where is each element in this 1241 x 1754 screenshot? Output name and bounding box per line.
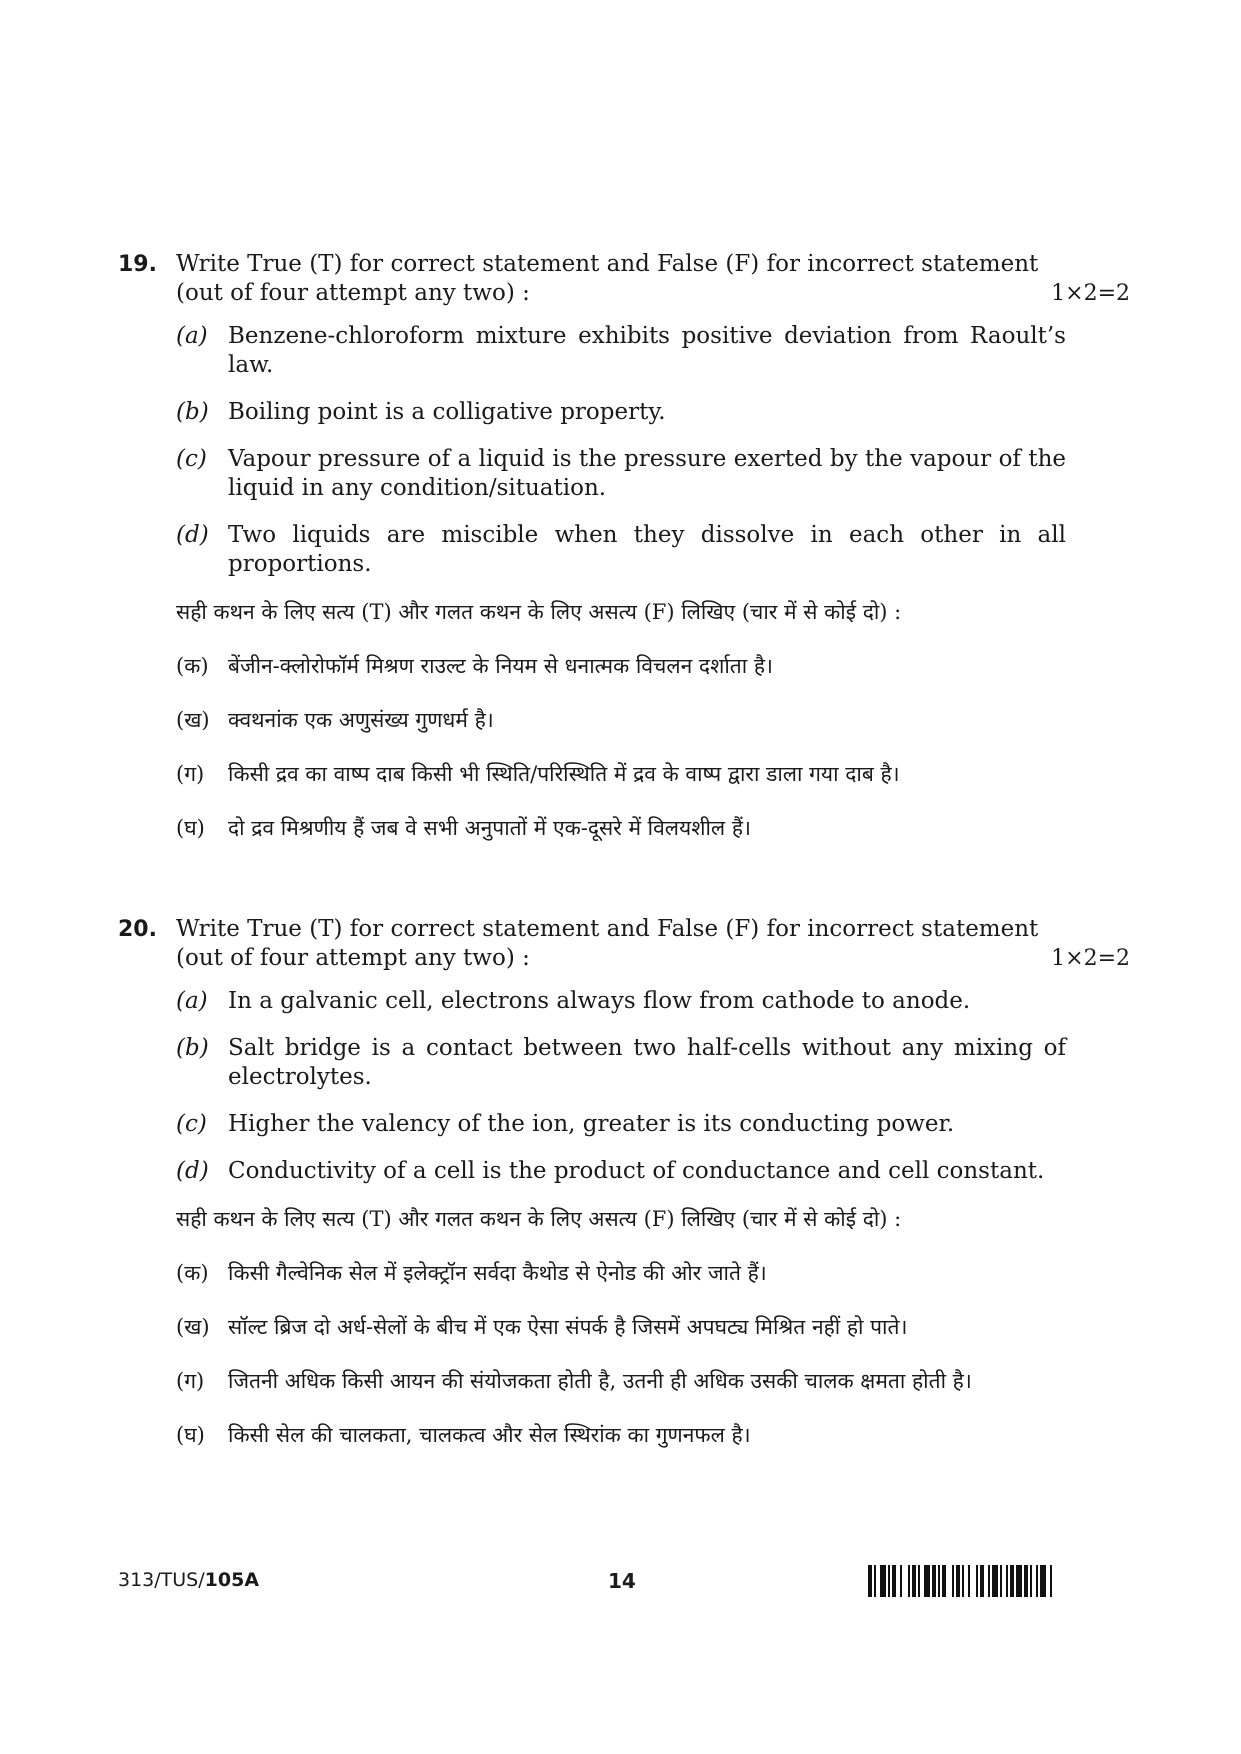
option-text: सॉल्ट ब्रिज दो अर्ध-सेलों के बीच में एक ऐसा संपर्क है जिसमें अपघट्य मिश्रित नहीं हो पाते। — [228, 1315, 908, 1339]
option-text: किसी सेल की चालकता, चालकत्व और सेल स्थिरांक का गुणनफल है। — [228, 1423, 751, 1447]
option-label: (ख) — [176, 708, 210, 732]
option-label: (b) — [176, 1035, 209, 1061]
english-options — [176, 987, 1066, 1186]
hindi-instruction: सही कथन के लिए सत्य (T) और गलत कथन के लिए असत्य (F) लिखिए (चार में से कोई दो) : — [176, 600, 902, 624]
hindi-options — [176, 649, 1071, 845]
hindi-option-gha — [176, 1418, 1071, 1452]
option-label: (d) — [176, 522, 209, 548]
option-text: किसी गैल्वेनिक सेल में इलेक्ट्रॉन सर्वदा कैथोड से ऐनोड की ओर जाते हैं। — [228, 1261, 767, 1285]
question-prompt: Write True (T) for correct statement and False (F) for incorrect statement — [176, 916, 1039, 942]
option-text: किसी द्रव का वाष्प दाब किसी भी स्थिति/परिस्थिति में द्रव के वाष्प द्वारा डाला गया दाब है। — [228, 762, 900, 786]
hindi-option-ka — [176, 649, 1071, 683]
hindi-option-kha — [176, 703, 1071, 737]
option-a — [176, 987, 1066, 1016]
option-label: (a) — [176, 988, 208, 1014]
option-text: Benzene-chloroform mixture exhibits positive deviation from Raoult’s law. — [228, 323, 1066, 378]
option-text: Two liquids are miscible when they dissolve in each other in all proportions. — [228, 522, 1066, 577]
hindi-option-kha — [176, 1310, 1071, 1344]
option-text: दो द्रव मिश्रणीय हैं जब वे सभी अनुपातों में एक-दूसरे में विलयशील हैं। — [228, 816, 751, 840]
option-c — [176, 445, 1066, 503]
option-b — [176, 1034, 1066, 1092]
hindi-option-ga — [176, 1364, 1071, 1398]
option-d — [176, 1157, 1066, 1186]
option-label: (b) — [176, 399, 209, 425]
question-header — [118, 250, 1130, 308]
question-number: 20. — [118, 917, 157, 942]
hindi-option-ka — [176, 1256, 1071, 1290]
option-label: (d) — [176, 1158, 209, 1184]
question-prompt-line2: (out of four attempt any two) : — [176, 945, 530, 971]
option-label: (ग) — [176, 762, 205, 786]
option-label: (ग) — [176, 1369, 205, 1393]
hindi-options — [176, 1256, 1071, 1452]
question-number: 19. — [118, 252, 157, 277]
option-text: Conductivity of a cell is the product of conductance and cell constant. — [228, 1158, 1045, 1184]
option-a — [176, 322, 1066, 380]
option-text: Boiling point is a colligative property. — [228, 399, 666, 425]
english-options — [176, 322, 1066, 579]
marks: 1×2=2 — [1051, 946, 1130, 971]
option-b — [176, 398, 1066, 427]
option-label: (c) — [176, 446, 207, 472]
question-19 — [118, 250, 1130, 865]
option-text: Higher the valency of the ion, greater is its conducting power. — [228, 1111, 955, 1137]
option-text: क्वथनांक एक अणुसंख्य गुणधर्म है। — [228, 708, 494, 732]
hindi-option-ga — [176, 757, 1071, 791]
option-label: (घ) — [176, 816, 205, 840]
option-text: बेंजीन-क्लोरोफॉर्म मिश्रण राउल्ट के नियम से धनात्मक विचलन दर्शाता है। — [228, 654, 773, 678]
option-label: (ख) — [176, 1315, 210, 1339]
option-text: Salt bridge is a contact between two half-cells without any mixing of electrolytes. — [228, 1035, 1066, 1090]
marks: 1×2=2 — [1051, 281, 1130, 306]
page-number: 14 — [608, 1569, 636, 1593]
option-text: जितनी अधिक किसी आयन की संयोजकता होती है, उतनी ही अधिक उसकी चालक क्षमता होती है। — [228, 1369, 972, 1393]
question-prompt: Write True (T) for correct statement and False (F) for incorrect statement — [176, 251, 1039, 277]
barcode-icon — [868, 1565, 1130, 1597]
option-text: In a galvanic cell, electrons always flow from cathode to anode. — [228, 988, 971, 1014]
option-label: (क) — [176, 654, 209, 678]
question-header — [118, 915, 1130, 973]
paper-code-prefix: 313/TUS/ — [118, 1569, 205, 1591]
question-prompt-line2: (out of four attempt any two) : — [176, 280, 530, 306]
option-c — [176, 1110, 1066, 1139]
option-text: Vapour pressure of a liquid is the pressure exerted by the vapour of the liquid in any condition/situation. — [228, 446, 1066, 501]
page-footer — [118, 1565, 1130, 1599]
option-label: (घ) — [176, 1423, 205, 1447]
question-20 — [118, 915, 1130, 1472]
paper-code-bold: 105A — [204, 1569, 260, 1591]
option-label: (क) — [176, 1261, 209, 1285]
option-label: (c) — [176, 1111, 207, 1137]
paper-code — [118, 1569, 259, 1591]
option-d — [176, 521, 1066, 579]
option-label: (a) — [176, 323, 208, 349]
hindi-instruction: सही कथन के लिए सत्य (T) और गलत कथन के लिए असत्य (F) लिखिए (चार में से कोई दो) : — [176, 1207, 902, 1231]
hindi-option-gha — [176, 811, 1071, 845]
